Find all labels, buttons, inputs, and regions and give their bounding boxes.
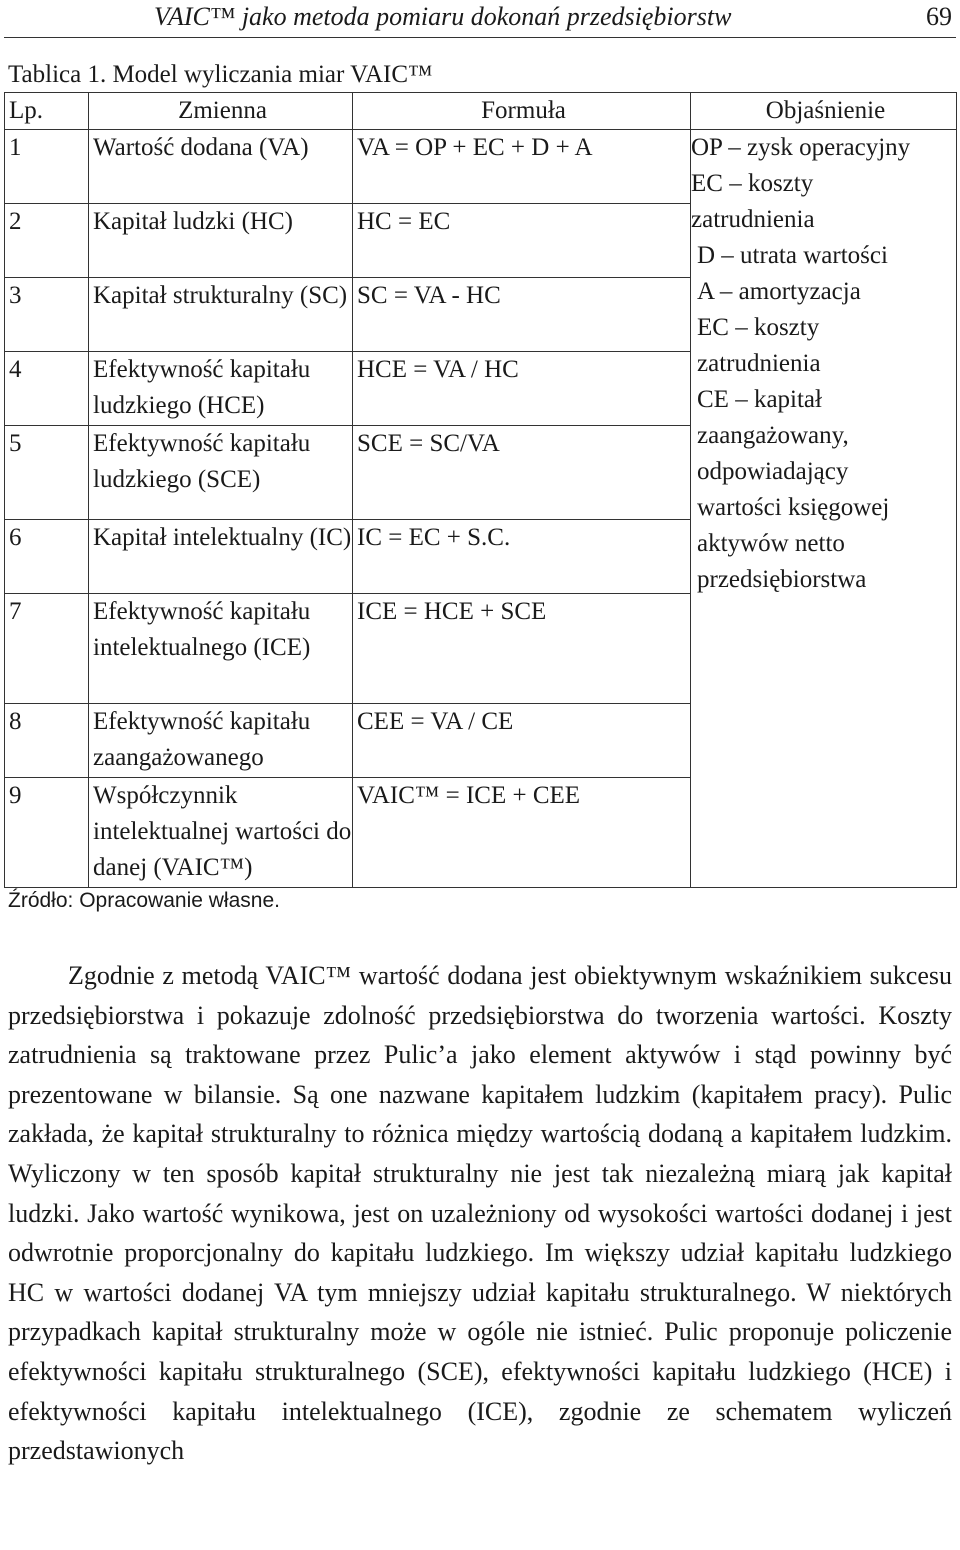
formula-cell: SCE = SC/VA <box>353 426 691 520</box>
running-title: VAIC™ jako metoda pomiaru dokonań przedsiębiorstw <box>154 2 732 31</box>
column-header-lp: Lp. <box>5 93 89 130</box>
explanation-ec-2: EC – koszty zatrudnienia <box>697 314 821 377</box>
variable-cell: Efektywność kapitału ludzkiego (SCE) <box>89 426 353 520</box>
row-number: 9 <box>5 778 89 888</box>
formula-cell: ICE = HCE + SCE <box>353 594 691 704</box>
formula-cell: HC = EC <box>353 204 691 278</box>
table-caption: Tablica 1. Model wyliczania miar VAIC™ <box>8 61 433 88</box>
variable-cell: Efektywność kapitału intelektualnego (ICE) <box>89 594 353 704</box>
header-rule <box>4 37 956 38</box>
formula-cell: CEE = VA / CE <box>353 704 691 778</box>
variable-cell: Współczynnik intelektualnej wartości do danej (VAIC™) <box>89 778 353 888</box>
row-number: 1 <box>5 130 89 204</box>
formula-cell: VAIC™ = ICE + CEE <box>353 778 691 888</box>
explanation-cell <box>691 130 957 888</box>
variable-cell: Wartość dodana (VA) <box>89 130 353 204</box>
row-number: 5 <box>5 426 89 520</box>
formula-cell: VA = OP + EC + D + A <box>353 130 691 204</box>
explanation-op: OP – zysk operacyjny <box>691 134 911 161</box>
row-number: 8 <box>5 704 89 778</box>
explanation-d: D – utrata wartości <box>697 242 888 269</box>
row-number: 4 <box>5 352 89 426</box>
variable-cell: Efektywność kapitału ludzkiego (HCE) <box>89 352 353 426</box>
formula-cell: SC = VA - HC <box>353 278 691 352</box>
running-header <box>0 0 960 36</box>
column-header-variable: Zmienna <box>89 93 353 130</box>
vaic-model-table <box>4 92 957 888</box>
formula-cell: IC = EC + S.C. <box>353 520 691 594</box>
table-row <box>5 130 957 204</box>
table-source-note: Źródło: Opracowanie własne. <box>8 889 280 912</box>
variable-cell: Efektywność kapitału zaangażowanego <box>89 704 353 778</box>
row-number: 7 <box>5 594 89 704</box>
variable-cell: Kapitał ludzki (HC) <box>89 204 353 278</box>
row-number: 6 <box>5 520 89 594</box>
column-header-explanation: Objaśnienie <box>691 93 957 130</box>
page-number: 69 <box>926 2 952 31</box>
explanation-ce: CE – kapitał zaangażowany, odpowiadający wartości księgowej aktywów netto przedsiębiorstwa <box>697 386 890 593</box>
column-header-formula: Formuła <box>353 93 691 130</box>
variable-cell: Kapitał strukturalny (SC) <box>89 278 353 352</box>
formula-cell: HCE = VA / HC <box>353 352 691 426</box>
body-paragraph: Zgodnie z metodą VAIC™ wartość dodana jest obiektywnym wskaźnikiem sukcesu przedsiębiorstwa i pokazuje zdolność przedsiębiorstwa do tworzenia wartości. Koszty zatrudnienia są traktowane przez Pulic’a jako element aktywów i stąd powinny być prezentowane w bilansie. Są one nazwane kapitałem ludzkim (kapitałem pracy). Pulic zakłada, że kapitał strukturalny to różnica między wartością dodaną a kapitałem ludzkim. Wyliczony w ten sposób kapitał strukturalny nie jest tak niezależną miarą jak kapitał ludzki. Jako wartość wynikowa, jest on uzależniony od wysokości wartości dodanej i jest odwrotnie proporcjonalny do kapitału ludzkiego. Im większy udział kapitału ludzkiego HC w wartości dodanej VA tym mniejszy udział kapitału strukturalnego. W niektórych przypadkach kapitał strukturalny może w ogóle nie istnieć. Pulic proponuje policzenie efektywności kapitału strukturalnego (SCE), efektywności kapitału ludzkiego (HCE) i efektywności kapitału intelektualnego (ICE), zgodnie ze schematem wyliczeń przedstawionych <box>8 961 952 1466</box>
table-header-row <box>5 93 957 130</box>
row-number: 3 <box>5 278 89 352</box>
explanation-ec: EC – koszty zatrudnienia <box>691 170 815 233</box>
variable-cell: Kapitał intelektualny (IC) <box>89 520 353 594</box>
row-number: 2 <box>5 204 89 278</box>
explanation-a: A – amortyzacja <box>697 278 861 305</box>
